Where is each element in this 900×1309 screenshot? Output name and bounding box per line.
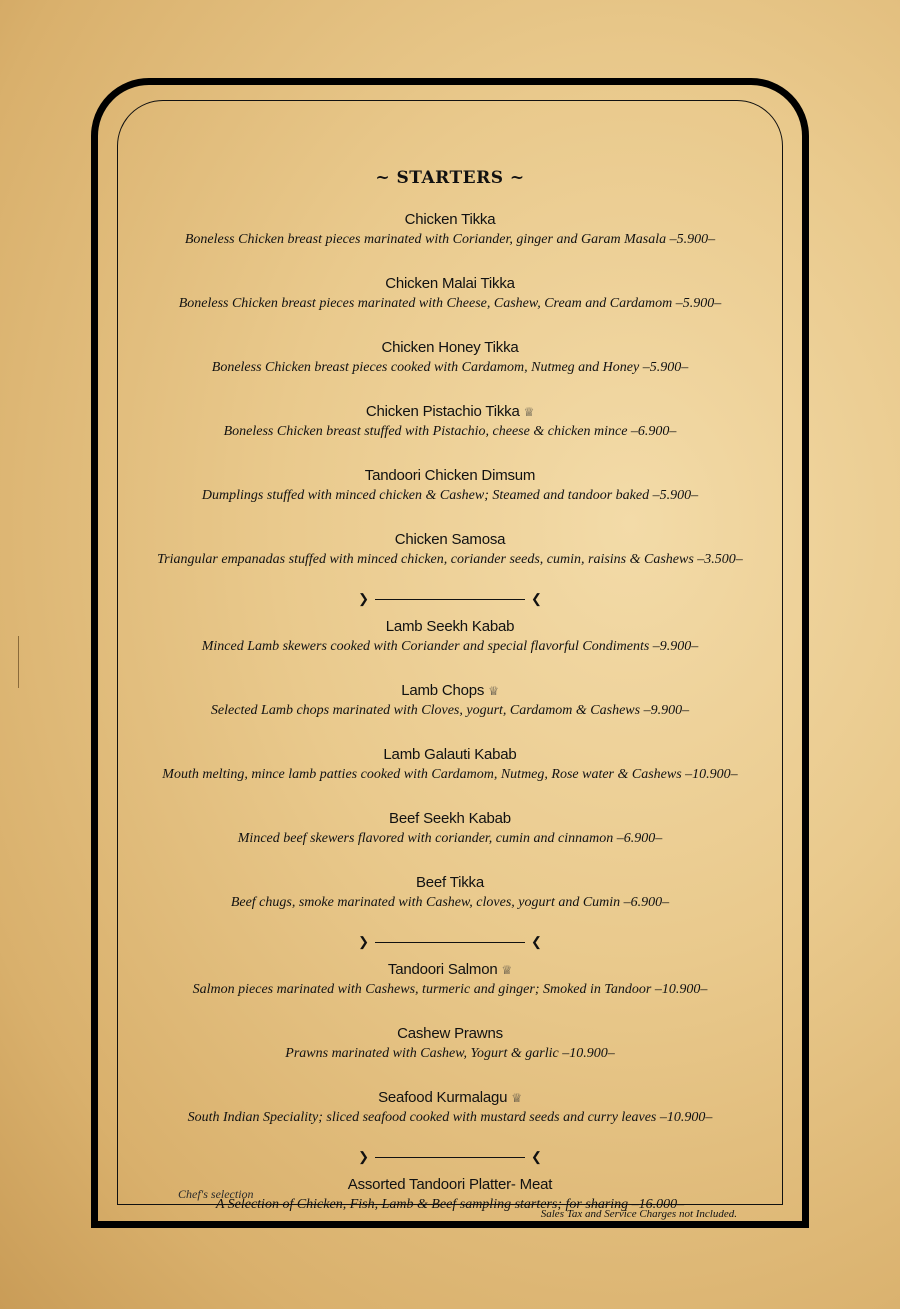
menu-item-description: Minced Lamb skewers cooked with Coriander and special flavorful Condiments –9.900– — [201, 639, 699, 654]
menu-item-name-text: Chicken Samosa — [394, 531, 506, 548]
menu-item-name-text: Tandoori Chicken Dimsum — [364, 467, 536, 484]
menu-item-description: Triangular empanadas stuffed with minced chicken, coriander seeds, cumin, raisins & Cashews –3.500– — [157, 552, 743, 567]
ornament-right-icon: ❮ — [531, 934, 542, 950]
menu-item-description: Boneless Chicken breast pieces marinated with Coriander, ginger and Garam Masala –5.900– — [184, 232, 716, 247]
menu-item — [120, 745, 780, 809]
menu-item-description: Boneless Chicken breast pieces marinated with Cheese, Cashew, Cream and Cardamom –5.900– — [178, 296, 722, 311]
chef-hat-icon: ♕ — [488, 684, 499, 698]
menu-item — [120, 210, 780, 274]
menu-item-name — [120, 274, 780, 294]
menu-item — [120, 1024, 780, 1088]
menu-item-name — [120, 1088, 780, 1108]
section-divider — [120, 588, 780, 610]
menu-item-description: Boneless Chicken breast stuffed with Pistachio, cheese & chicken mince –6.900– — [223, 424, 677, 439]
ornament-left-icon: ❯ — [358, 1149, 369, 1165]
menu-item-name — [120, 210, 780, 230]
menu-item — [120, 809, 780, 873]
menu-item-name — [120, 745, 780, 765]
menu-item-name-text: Cashew Prawns — [397, 1025, 503, 1042]
ornament-right-icon: ❮ — [531, 591, 542, 607]
section-title: ~ STARTERS ~ — [375, 168, 525, 188]
menu-item-name-text: Seafood Kurmalagu — [378, 1089, 508, 1106]
menu-item — [120, 617, 780, 681]
page-edge-mark — [18, 636, 19, 688]
chef-selection-note — [178, 1187, 254, 1202]
menu-item — [120, 681, 780, 745]
menu-body — [120, 168, 780, 1239]
menu-item-description: A Selection of Chicken, Fish, Lamb & Beef sampling starters; for sharing –16.000– — [215, 1197, 685, 1212]
menu-item-name-text: Lamb Galauti Kabab — [383, 746, 517, 763]
ornament-left-icon: ❯ — [358, 934, 369, 950]
menu-item-name-text: Beef Tikka — [415, 874, 485, 891]
menu-item — [120, 466, 780, 530]
menu-item-name — [120, 402, 780, 422]
menu-item-name-text: Lamb Seekh Kabab — [385, 618, 515, 635]
menu-item-name-text: Tandoori Salmon — [387, 961, 498, 978]
menu-item — [120, 338, 780, 402]
chef-hat-icon: ♕ — [511, 1091, 522, 1105]
menu-item-name — [120, 960, 780, 980]
items-group-platter — [120, 1175, 780, 1239]
menu-item-name-text: Chicken Pistachio Tikka — [365, 403, 520, 420]
menu-item-name-text: Chicken Malai Tikka — [385, 275, 515, 292]
items-group-lamb-beef — [120, 617, 780, 937]
menu-item-name — [120, 681, 780, 701]
menu-item-name — [120, 466, 780, 486]
menu-item-name-text: Chicken Tikka — [404, 211, 496, 228]
menu-item — [120, 274, 780, 338]
tax-note: Sales Tax and Service Charges not Included. — [540, 1208, 737, 1220]
menu-item-name — [120, 873, 780, 893]
menu-item-description: Mouth melting, mince lamb patties cooked with Cardamom, Nutmeg, Rose water & Cashews –10.900– — [162, 767, 738, 782]
divider-line — [375, 599, 525, 600]
menu-item-name — [120, 809, 780, 829]
menu-item — [120, 873, 780, 937]
chef-note-text: Chef's selection — [178, 1187, 254, 1201]
section-divider — [120, 1146, 780, 1168]
items-group-chicken — [120, 210, 780, 594]
menu-item-name-text: Beef Seekh Kabab — [389, 810, 511, 827]
menu-item-description: Selected Lamb chops marinated with Cloves, yogurt, Cardamom & Cashews –9.900– — [210, 703, 690, 718]
menu-item-description: Minced beef skewers flavored with coriander, cumin and cinnamon –6.900– — [237, 831, 663, 846]
menu-item-description: South Indian Speciality; sliced seafood cooked with mustard seeds and curry leaves –10.900– — [187, 1110, 713, 1125]
menu-item-description: Prawns marinated with Cashew, Yogurt & garlic –10.900– — [285, 1046, 615, 1061]
chef-hat-icon: ♕ — [523, 405, 535, 419]
menu-item-name — [120, 530, 780, 550]
menu-item-description: Salmon pieces marinated with Cashews, turmeric and ginger; Smoked in Tandoor –10.900– — [192, 982, 708, 997]
menu-item-description: Boneless Chicken breast pieces cooked with Cardamom, Nutmeg and Honey –5.900– — [211, 360, 689, 375]
menu-item-name — [120, 338, 780, 358]
chef-hat-icon: ♕ — [501, 963, 513, 977]
menu-item-name — [120, 617, 780, 637]
menu-item-description: Beef chugs, smoke marinated with Cashew, cloves, yogurt and Cumin –6.900– — [230, 895, 670, 910]
ornament-right-icon: ❮ — [531, 1149, 542, 1165]
menu-item — [120, 402, 780, 466]
menu-item-name-text: Lamb Chops — [401, 682, 485, 699]
menu-item — [120, 1175, 780, 1239]
divider-line — [375, 942, 525, 943]
menu-item — [120, 960, 780, 1024]
ornament-left-icon: ❯ — [358, 591, 369, 607]
menu-item-name-text: Chicken Honey Tikka — [381, 339, 519, 356]
menu-item — [120, 530, 780, 594]
menu-item-description: Dumplings stuffed with minced chicken & Cashew; Steamed and tandoor baked –5.900– — [201, 488, 699, 503]
menu-item — [120, 1088, 780, 1152]
divider-line — [375, 1157, 525, 1158]
section-divider — [120, 931, 780, 953]
items-group-seafood — [120, 960, 780, 1152]
menu-item-name — [120, 1024, 780, 1044]
menu-item-name-text: Assorted Tandoori Platter- Meat — [347, 1176, 553, 1193]
